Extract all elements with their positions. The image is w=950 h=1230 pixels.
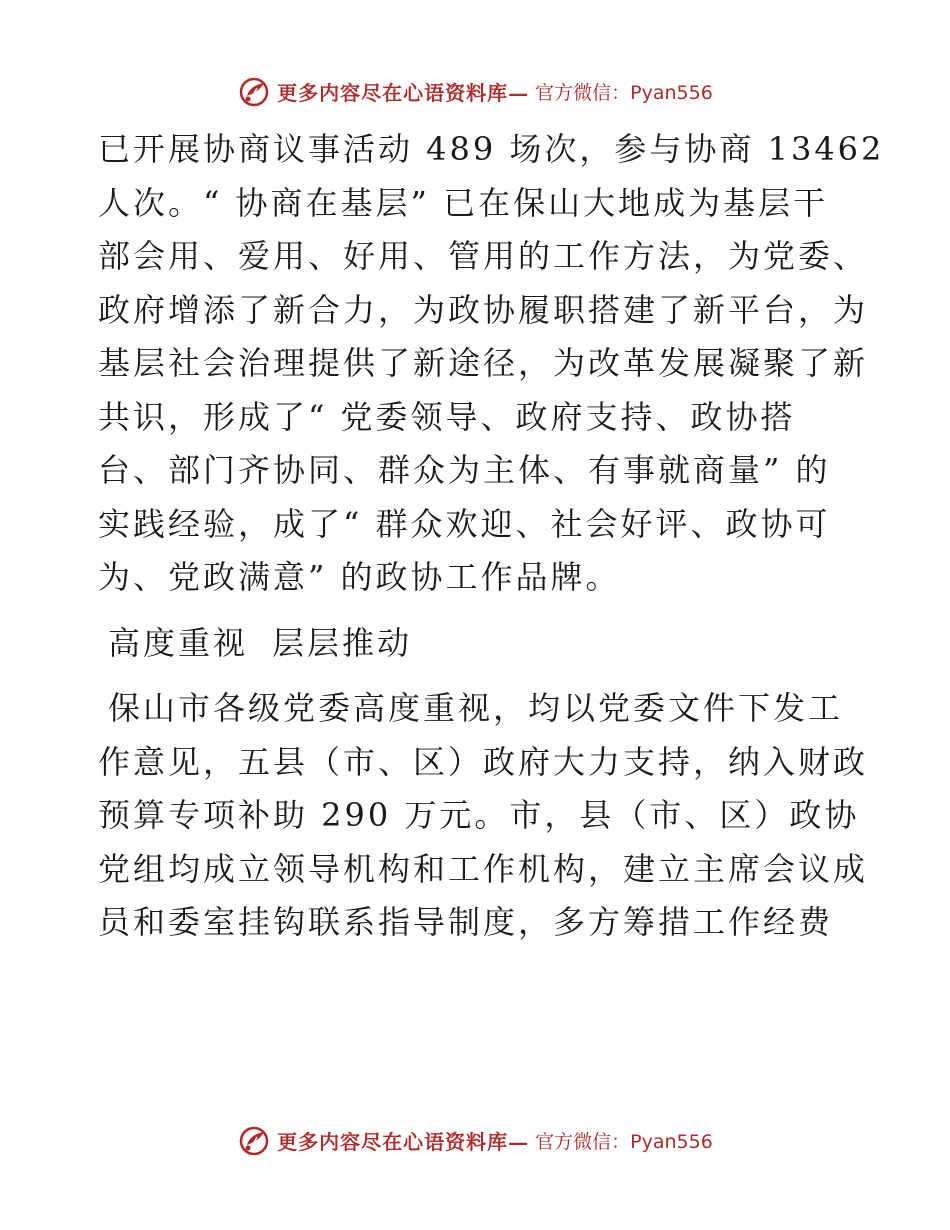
- paragraph-line: 台、部门齐协同、群众为主体、有事就商量” 的: [98, 451, 831, 489]
- paragraph-line: 基层社会治理提供了新途径，为改革发展凝聚了新: [98, 344, 869, 382]
- paragraph-line: 政府增添了新合力，为政协履职搭建了新平台，为: [98, 290, 869, 329]
- sprout-logo-icon: [237, 1123, 271, 1157]
- paragraph-line: 人次。“ 协商在基层” 已在保山大地成为基层干: [98, 183, 829, 222]
- paragraph-1: [98, 123, 885, 605]
- paragraph-line: 员和委室挂钩联系指导制度，多方筹措工作经费: [98, 903, 834, 941]
- paragraph-line: 保山市各级党委高度重视，均以党委文件下发工: [108, 689, 844, 727]
- banner-brand-text: 更多内容尽在心语资料库—: [277, 80, 530, 105]
- paragraph-2: [98, 682, 869, 950]
- banner-wechat-text: 官方微信：Pyan556: [535, 81, 713, 104]
- banner-wechat-text: 官方微信：Pyan556: [535, 1130, 713, 1153]
- paragraph-line: 为、党政满意” 的政协工作品牌。: [98, 558, 621, 596]
- header-banner: [0, 71, 950, 111]
- paragraph-line: 预算专项补助 290 万元。市，县（市、区）政协: [98, 796, 860, 834]
- paragraph-line: 实践经验，成了“ 群众欢迎、社会好评、政协可: [98, 504, 831, 543]
- paragraph-line: 已开展协商议事活动 489 场次，参与协商 13462: [98, 130, 885, 168]
- banner-brand-text: 更多内容尽在心语资料库—: [277, 1129, 530, 1154]
- paragraph-line: 部会用、爱用、好用、管用的工作方法，为党委、: [98, 237, 869, 275]
- section-heading-part2: 层层推动: [272, 623, 413, 662]
- section-heading-part1: 高度重视: [108, 623, 249, 662]
- paragraph-line: 党组均成立领导机构和工作机构，建立主席会议成: [98, 849, 869, 888]
- paragraph-line: 共识，形成了“ 党委领导、政府支持、政协搭: [98, 397, 796, 436]
- footer-banner: [0, 1120, 950, 1160]
- document-body: [98, 123, 885, 950]
- sprout-logo-icon: [237, 74, 271, 108]
- paragraph-line: 作意见，五县（市、区）政府大力支持，纳入财政: [98, 742, 869, 781]
- section-heading: [108, 617, 858, 671]
